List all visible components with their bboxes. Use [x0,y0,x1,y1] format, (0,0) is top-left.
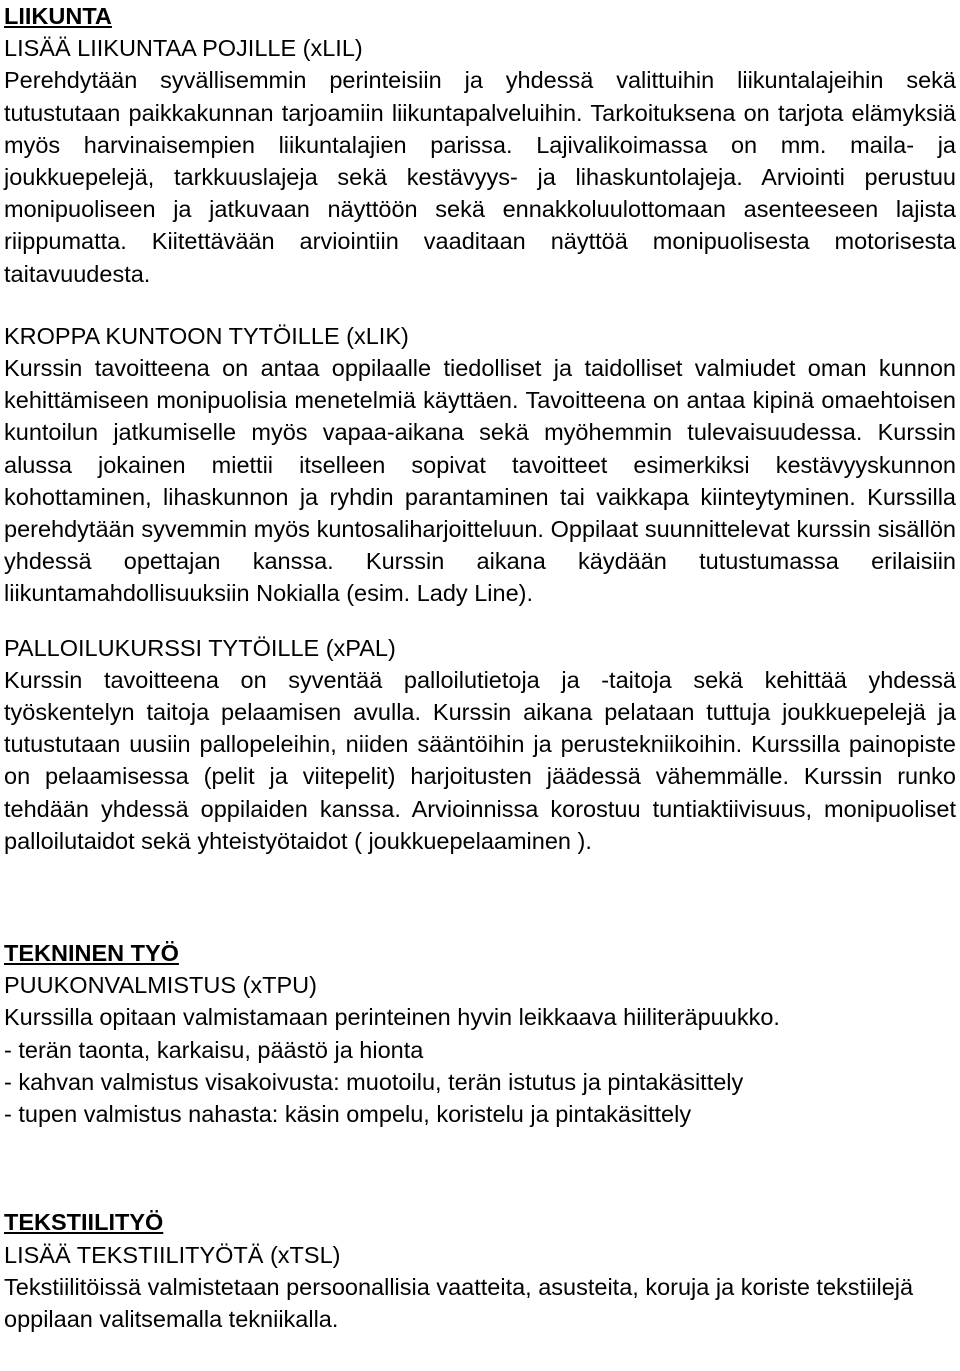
spacer [4,1130,956,1206]
course-xpal [4,632,956,857]
list-item: - kahvan valmistus visakoivusta: muotoilu, terän istutus ja pintakäsittely [4,1068,744,1095]
section-tekninen-tyo [4,937,956,1130]
course-title: LISÄÄ LIIKUNTAA POJILLE (xLIL) [4,35,363,62]
course-topic-list [4,1034,956,1131]
course-xlil [4,32,956,290]
list-item: - terän taonta, karkaisu, päästö ja hionta [4,1036,424,1063]
spacer [4,857,956,937]
course-xlik [4,320,956,610]
list-item: - tupen valmistus nahasta: käsin ompelu, koristelu ja pintakäsittely [4,1101,692,1128]
course-title: LISÄÄ TEKSTIILITYÖTÄ (xTSL) [4,1241,341,1268]
course-description: Kurssin tavoitteena on antaa oppilaalle tiedolliset ja taidolliset valmiudet oman kunnon kehittämiseen monipuolisia menetelmiä käyttäen. Tavoitteena on antaa kipinä omaehtoisen kuntoilun jatkumiselle myös vapaa-aikana sekä myöhemmin tulevaisuudessa. Kurssin alussa jokainen miettii itselleen sopivat tavoitteet esimerkiksi kestävyyskunnon kohottaminen, lihaskunnon ja ryhdin parantaminen tai vaikkapa kiinteytyminen. Kurssilla perehdytään syvemmin myös kuntosaliharjoitteluun. Oppilaat suunnittelevat kurssin sisällön yhdessä opettajan kanssa. Kurssin aikana käydään tutustumassa erilaisiin liikuntamahdollisuuksiin Nokialla (esim. Lady Line). [4,355,956,607]
course-description: Kurssilla opitaan valmistamaan perinteinen hyvin leikkaava hiiliteräpuukko. [4,1004,780,1031]
course-description: Kurssin tavoitteena on syventää palloilutietoja ja -taitoja sekä kehittää yhdessä työskentelyn taitoja pelaamisen avulla. Kurssin aikana pelataan tuttuja joukkuepelejä ja tutustutaan uusiin pallopeleihin, niiden sääntöihin ja perustekniikoihin. Kurssilla painopiste on pelaamisessa (pelit ja viitepelit) harjoitusten jäädessä vähemmälle. Kurssin runko tehdään yhdessä oppilaiden kanssa. Arvioinnissa korostuu tuntiaktiivisuus, monipuoliset palloilutaidot sekä yhteistyötaidot ( joukkuepelaaminen ). [4,666,956,854]
spacer [4,610,956,632]
section-liikunta [4,0,956,857]
course-description: Perehdytään syvällisemmin perinteisiin ja yhdessä valittuihin liikuntalajeihin sekä tutustutaan paikkakunnan tarjoamiin liikuntapalveluihin. Tarkoituksena on tarjota elämyksiä myös harvinaisempien liikuntalajien parissa. Lajivalikoimassa on mm. maila- ja joukkuepelejä, tarkkuuslajeja sekä kestävyys- ja lihaskuntolajeja. Arviointi perustuu monipuoliseen ja jatkuvaan näyttöön sekä ennakkoluulottomaan asenteeseen lajista riippumatta. Kiitettävään arviointiin vaaditaan näyttöä monipuolisesta motorisesta taitavuudesta. [4,67,956,287]
spacer [4,290,956,320]
section-heading: TEKNINEN TYÖ [4,940,179,967]
section-tekstiilityo [4,1206,956,1335]
course-title: PALLOILUKURSSI TYTÖILLE (xPAL) [4,634,396,661]
section-heading: TEKSTIILITYÖ [4,1209,164,1236]
course-xtpu [4,969,956,1130]
course-xtsl [4,1239,956,1336]
course-title: PUUKONVALMISTUS (xTPU) [4,972,317,999]
course-description: Tekstiilitöissä valmistetaan persoonallisia vaatteita, asusteita, koruja ja koriste tekstiilejä oppilaan valitsemalla tekniikalla. [4,1273,914,1332]
course-title: KROPPA KUNTOON TYTÖILLE (xLIK) [4,322,409,349]
section-heading: LIIKUNTA [4,3,112,29]
